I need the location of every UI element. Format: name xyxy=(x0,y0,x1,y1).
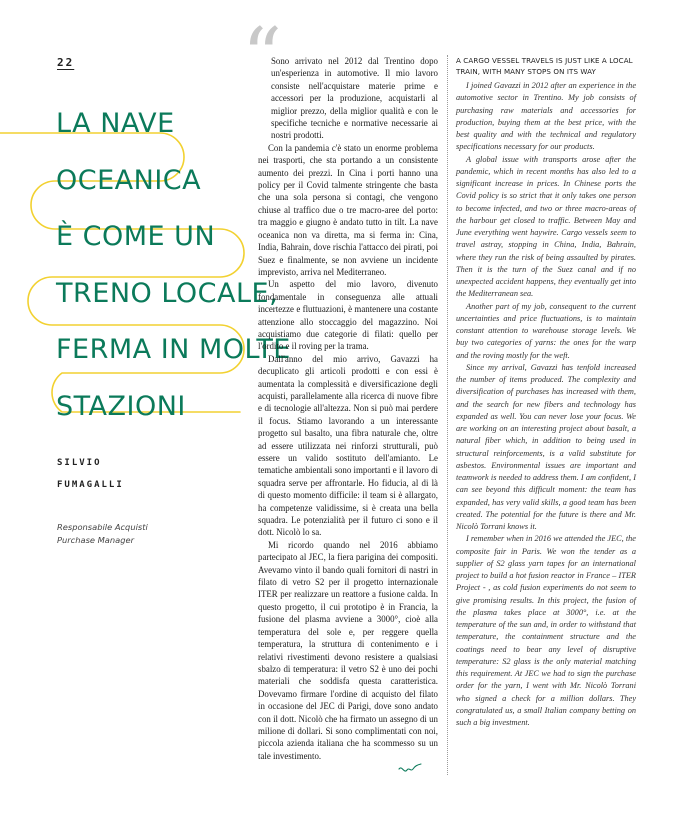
page-number: 22 xyxy=(57,56,75,69)
headline xyxy=(56,96,291,435)
headline-line: LA NAVE xyxy=(56,108,175,139)
author-role-italian: Responsabile Acquisti xyxy=(57,522,148,532)
headline-line: È COME UN xyxy=(56,221,216,252)
english-title: A CARGO VESSEL TRAVELS IS JUST LIKE A LOCAL TRAIN, WITH MANY STOPS ON ITS WAY xyxy=(456,56,633,76)
italian-column xyxy=(258,55,438,762)
italian-paragraph: Un aspetto del mio lavoro, divenuto fondamentale in conseguenza alle attuali incertezze e fluttuazioni, è mantenere una costante attenzione allo stoccaggio del magazzino. Noi acquistiamo due categorie di filati: quello per l'ordito e il roving per la trama. xyxy=(258,279,438,352)
italian-paragraph: Sono arrivato nel 2012 dal Trentino dopo un'esperienza in automotive. Il mio lavoro consiste nell'acquistare materie prime e accessori per la produzione, acquistarli al miglior prezzo, della miglior qualità e con le specifiche tecniche e normative necessarie ai nostri prodotti. xyxy=(271,56,438,141)
english-paragraph: Since my arrival, Gavazzi has tenfold increased the number of items produced. The complexity and diversification of purchases has increased with them, and the search for new fibers and technology has expanded as well. You can never lose your focus. We are working on an interesting project about basalt, a natural fiber which, in addition to being used in structural reinforcements, is a valid substitute for asbestos. Environmental issues are important and teamwork is needed to address them. I am confident, I can see beyond this difficult moment: the team has expanded, has very valid skills, a good team has been created. The potential for the future is there and Mr. Nicolò Torrani knows it. xyxy=(456,362,636,531)
english-paragraph: I remember when in 2016 we attended the JEC, the composite fair in Paris. We won the tender as a supplier of S2 glass yarn tapes for an international project to build a hot fusion reactor in France – ITER Project - , as cold fusion experiments do not seem to give promising results. In this project, the fusion of the plasma takes place at 3000°, i.e. at the temperature of the sun and, in order to withstand that temperature, the containment structure and the coatings need to bear any level of disruptive temperature: S2 glass is the only material matching this requirement. At JEC we had to sign the purchase order for the yarn, I went with Mr. Nicolò Torrani who signed a check for a million dollars. They congratulated us, a small Italian company betting on such a big investment. xyxy=(456,534,636,727)
headline-line: OCEANICA xyxy=(56,164,202,196)
column-divider xyxy=(447,55,448,775)
author-first-name: SILVIO xyxy=(57,458,102,468)
italian-paragraph: Mi ricordo quando nel 2016 abbiamo partecipato al JEC, la fiera parigina dei compositi. Avevamo vinto il bando quali fornitori di nastri in filato di vetro S2 per il progetto internazionale ITER per realizzare un reattore a fusione calda. In questo progetto, il cui prototipo è in Francia, la fusione del plasma avviene a 3000°, cioè alla temperatura del sole e, per reggere quella temperatura, la struttura di contenimento e i relativi rivestimenti devono resistere a qualsiasi sbalzo di temperatura: il vetro S2 è uno dei pochi materiali che soddisfa questa caratteristica. Dovevamo firmare l'ordine di acquisto del filato in occasione del JEC di Parigi, dove sono andato con il dott. Nicolò che ha firmato un assegno di un milione di dollari. Si sono complimentati con noi, piccola azienda italiana che ha scommesso su un tale investimento. xyxy=(258,539,438,761)
headline-line: FERMA IN MOLTE xyxy=(56,334,291,365)
author-role-english: Purchase Manager xyxy=(57,535,135,545)
headline-line: TRENO LOCALE, xyxy=(56,277,279,309)
english-paragraph: Another part of my job, consequent to the current uncertainties and price fluctuations, is to maintain constant attention to warehouse storage levels. We buy two categories of yarns: the ones for the warp and the roving mostly for the weft. xyxy=(456,301,636,360)
italian-paragraph: Dall'anno del mio arrivo, Gavazzi ha decuplicato gli articoli prodotti e con essi è aumentata la complessità e diversificazione degli acquisti, parallelamente alla ricerca di nuove fibre e di tecnologie all'altezza. Non si può mai perdere il focus. Stiamo lavorando a un interessante progetto sul basalto, una fibra naturale che, oltre ad essere utilizzata nei rinforzi strutturali, può essere un valido sostituto dell'amianto. Le tematiche ambientali sono importanti e il lavoro di squadra serve per affrontarle. Ho fiducia, al di là di questo momento difficile: il team si è allargato, ha competenze validissime, si è creata una bella squadra. Le potenzialità per il futuro ci sono e il dott. Nicolò lo sa. xyxy=(258,353,438,538)
end-signature-icon xyxy=(398,762,422,776)
author-last-name: FUMAGALLI xyxy=(57,480,124,490)
open-quote-icon: “ xyxy=(242,12,282,102)
italian-paragraph: Con la pandemia c'è stato un enorme problema nei trasporti, che sta portando a un consistente aumento dei prezzi. In Cina i porti hanno una policy per il Covid talmente stringente che basta che una sola persona si contagi, che vengono chiuse al traffico due o tre macro-aree del porto: tra maggio e giugno è andato tutto in tilt. La nave oceanica non va diretta, ma si ferma in: Cina, India, Bahrain, dove rischia l'attacco dei pirati, poi Suez e finalmente, se non avviene un incidente imprevisto, arriva nel Mediterraneo. xyxy=(258,142,438,277)
headline-line: STAZIONI xyxy=(56,390,186,422)
english-column xyxy=(456,80,636,729)
author-name xyxy=(57,458,124,502)
english-paragraph: I joined Gavazzi in 2012 after an experience in the automotive sector in Trentino. My job consists of purchasing raw materials and accessories for production, buying them at the best price, with the best quality and with the technical and regulatory specifications necessary for our products. xyxy=(456,81,636,152)
author-role xyxy=(57,521,148,547)
english-paragraph: A global issue with transports arose after the pandemic, which in recent months has also led to a significant increase in prices. In Chinese ports the Covid policy is so strict that it only takes one person to become infected, and two or three macro-areas of the harbour get closed to traffic. Between May and June everything went haywire. Cargo vessels seem to travel astray, stopping in China, India, Bahrain, where they run the risk of being assaulted by pirates. Then it is the turn of the Suez canal and if no unexpected accident happens, they eventually get into the Mediterranean sea. xyxy=(456,154,636,299)
